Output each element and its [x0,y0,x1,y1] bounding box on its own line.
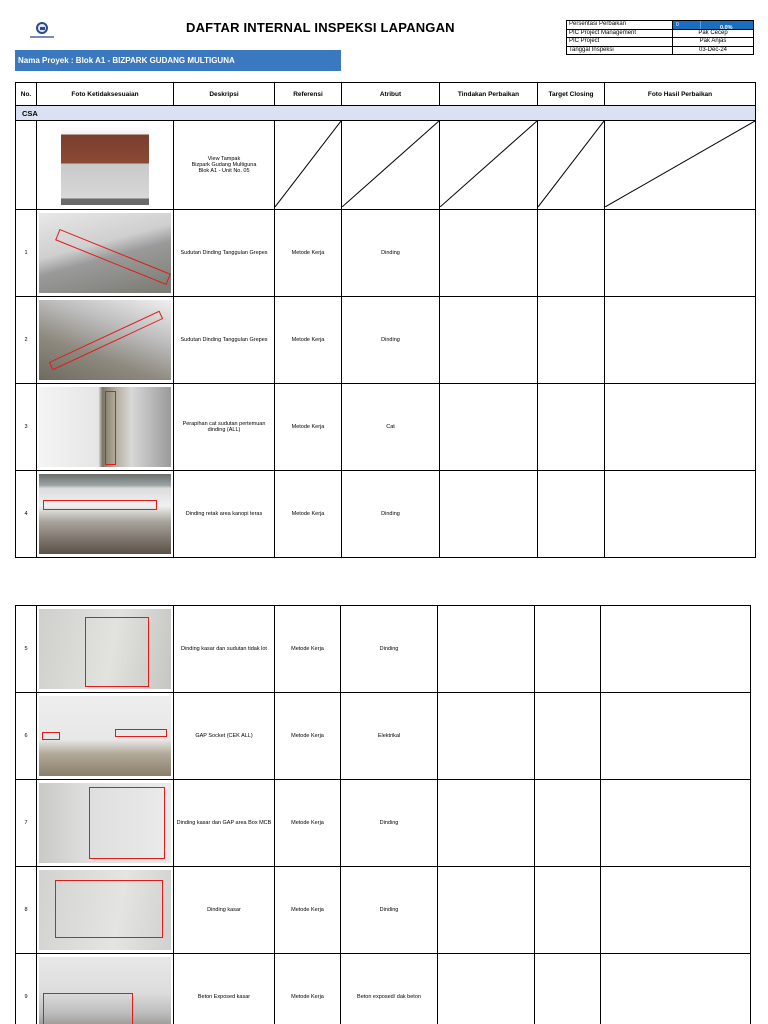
table-row [16,210,756,297]
row-reference: Metode Kerja [275,384,342,471]
row-attribute: Dinding [341,867,438,954]
table-row [16,693,751,780]
row-number: 2 [16,297,37,384]
persentasi-label: Persentasi Perbaikan [567,21,673,30]
table-row [16,297,756,384]
col-header-referensi: Referensi [275,83,342,106]
row-attribute: Elektrikal [341,693,438,780]
row-attribute: Dinding [341,606,438,693]
row-description: Perapihan cat sudutan pertemuan dinding (ALL) [174,384,275,471]
row-reference: Metode Kerja [275,297,342,384]
inspection-info-table [566,20,754,55]
row-description: Beton Exposed kasar [174,954,275,1024]
row-description: Sudutan Dinding Tanggulan Grepes [174,210,275,297]
row-attribute: Dinding [342,297,440,384]
row-number: 1 [16,210,37,297]
col-header-target: Target Closing [538,83,605,106]
row-reference: Metode Kerja [275,471,342,558]
row-number: 6 [16,693,37,780]
row-number: 7 [16,780,37,867]
pic-project-value: Pak Anjas [673,38,754,47]
row-description: Sudutan Dinding Tanggulan Grepes [174,297,275,384]
row-description: Dinding kasar dan sudutan tidak lot [174,606,275,693]
inspection-table-page-2 [15,605,751,1024]
defect-photo [39,696,171,776]
table-row [16,471,756,558]
col-header-foto: Foto Ketidaksesuaian [37,83,174,106]
row-reference: Metode Kerja [275,780,341,867]
pic-project-label: PIC Project [567,38,673,47]
pic-pm-value: Pak Cecep [673,29,754,38]
table-row [16,384,756,471]
row-attribute: Cat [342,384,440,471]
diagonal-cell [605,121,756,210]
defect-photo [39,783,171,863]
persentasi-percent: 0.0% [720,25,733,31]
defect-photo [39,609,171,689]
table-row [16,954,751,1024]
pic-pm-label: PIC Project Management [567,29,673,38]
row-number: 5 [16,606,37,693]
row-description: Dinding kasar dan GAP area Box MCB [174,780,275,867]
table-row [16,867,751,954]
persentasi-count: 46 [693,31,699,37]
project-name-bar: Nama Proyek : Blok A1 - BIZPARK GUDANG MULTIGUNA [15,50,341,71]
tanggal-inspeksi-value: 03-Dec-24 [673,46,754,55]
row-number: 8 [16,867,37,954]
row-attribute: Dinding [341,780,438,867]
diagonal-cell [538,121,605,210]
defect-photo [39,870,171,950]
diagonal-cell [440,121,538,210]
building-photo [61,125,149,205]
document-title: DAFTAR INTERNAL INSPEKSI LAPANGAN [186,20,455,35]
row-reference: Metode Kerja [275,954,341,1024]
col-header-deskripsi: Deskripsi [174,83,275,106]
row-reference: Metode Kerja [275,693,341,780]
row-number: 9 [16,954,37,1024]
defect-photo [39,213,171,293]
row-number: 3 [16,384,37,471]
persentasi-top-number: 0 [676,22,679,28]
table-row [16,121,756,210]
row-description: Dinding retak area kanopi teras [174,471,275,558]
row-attribute: Dinding [342,471,440,558]
row-reference: Metode Kerja [275,210,342,297]
defect-photo [39,300,171,380]
row-attribute: Dinding [342,210,440,297]
diagonal-cell [275,121,342,210]
table-row [16,606,751,693]
tanggal-inspeksi-label: Tanggal Inspeksi [567,46,673,55]
row-description: GAP Socket (CEK ALL) [174,693,275,780]
row-number: 4 [16,471,37,558]
section-label: CSA [16,106,756,121]
row-attribute: Beton exposed/ dak beton [341,954,438,1024]
defect-photo [39,387,171,467]
col-header-no: No. [16,83,37,106]
col-header-foto-hasil: Foto Hasil Perbaikan [605,83,756,106]
view-description: View Tampak Bizpark Gudang Multiguna Blok A1 - Unit No. 05 [174,121,275,210]
defect-photo [39,957,171,1024]
col-header-atribut: Atribut [342,83,440,106]
table-row [16,780,751,867]
company-logo-icon [30,22,54,42]
row-reference: Metode Kerja [275,867,341,954]
row-description: Dinding kasar [174,867,275,954]
diagonal-cell [342,121,440,210]
row-reference: Metode Kerja [275,606,341,693]
inspection-table-page-1 [15,82,756,558]
defect-photo [39,474,171,554]
col-header-tindakan: Tindakan Perbaikan [440,83,538,106]
